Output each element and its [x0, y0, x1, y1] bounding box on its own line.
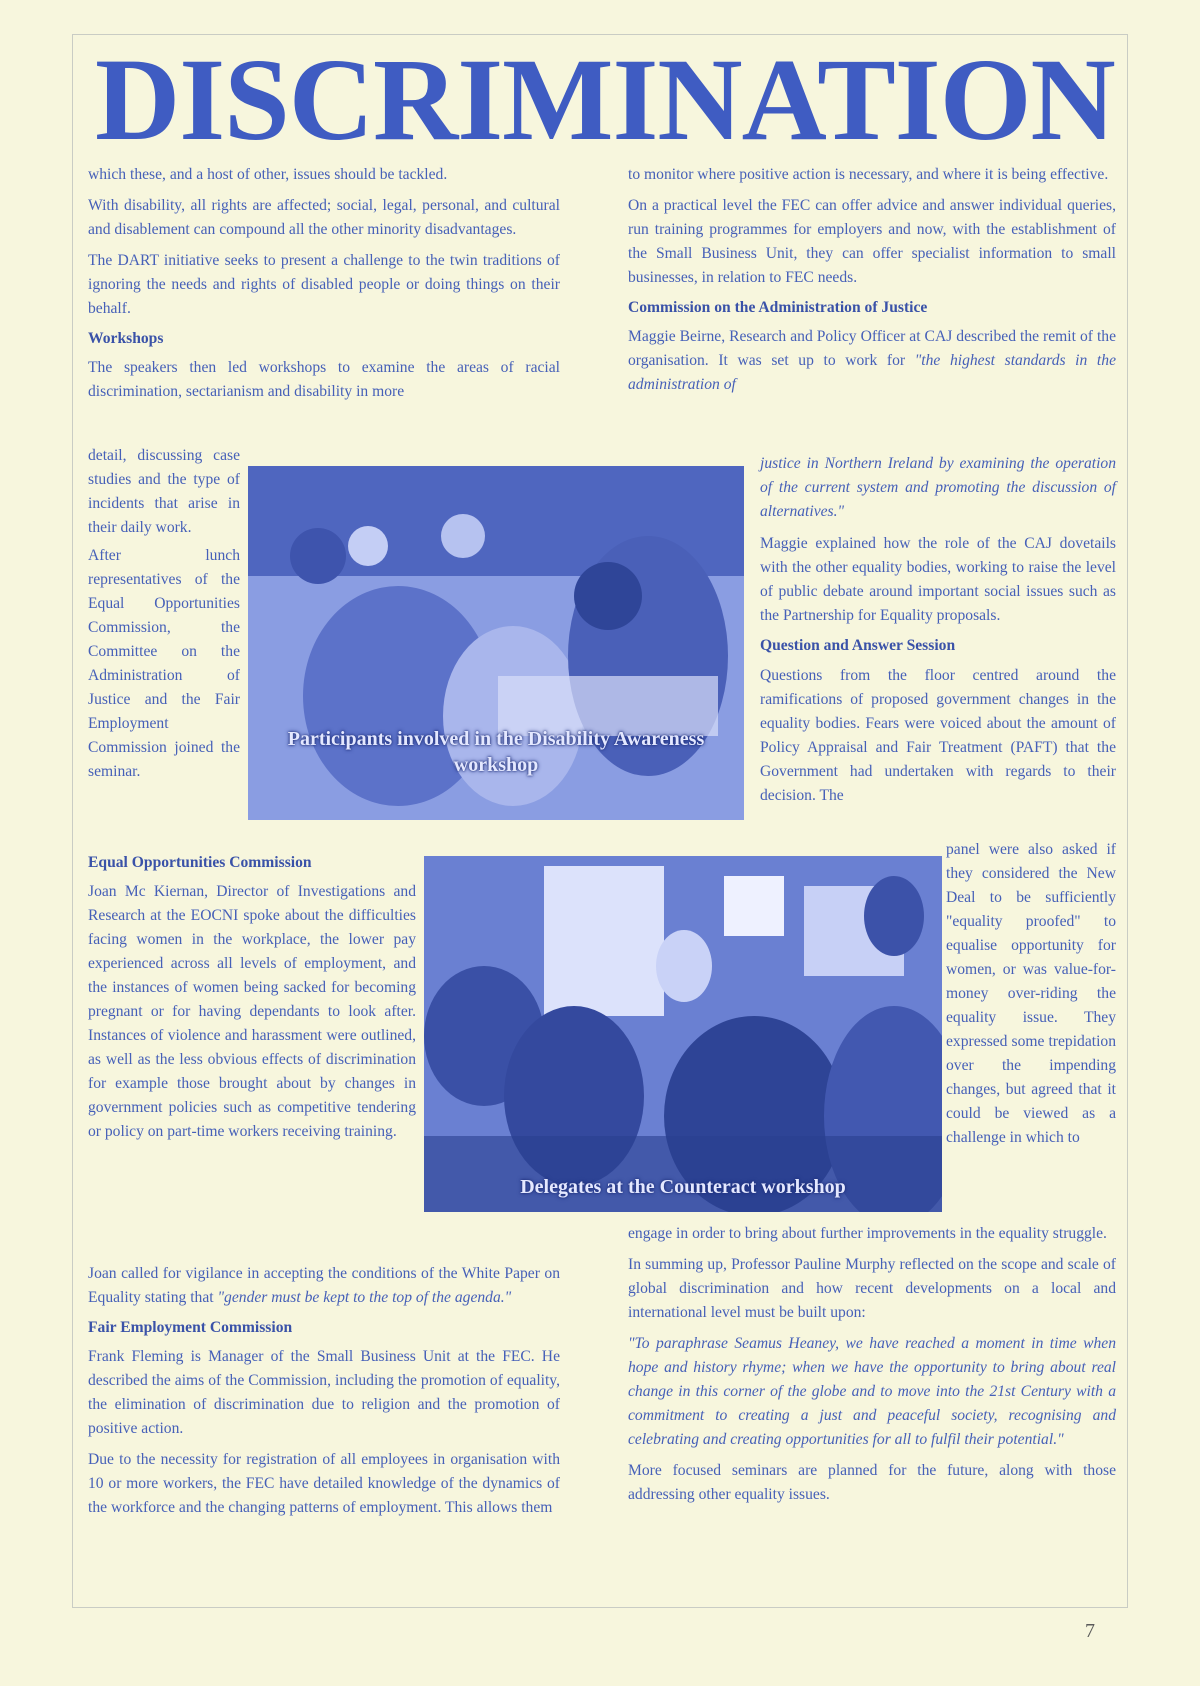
right-column-bottom	[628, 1222, 1116, 1514]
paragraph: After lunch representatives of the Equal Opportunities Commission, the Committee on the Administration of Justice and the Fair Employment Commission joined the seminar.	[88, 547, 240, 780]
quote: "gender must be kept to the top of the agenda."	[217, 1289, 512, 1306]
paragraph: On a practical level the FEC can offer advice and answer individual queries, run training programmes for employers and now, with the establishment of the Small Business Unit, they can offer specialist information to small businesses, in relation to FEC needs.	[628, 197, 1116, 286]
text-span: Joan called for vigilance in accepting the conditions of the White Paper on Equality stating that	[88, 1265, 560, 1306]
section-heading-workshops: Workshops	[88, 330, 164, 347]
right-column-top	[628, 163, 1116, 404]
left-narrow-text	[88, 444, 240, 784]
photo1-caption: Participants involved in the Disability Awareness workshop	[287, 728, 705, 776]
paragraph: The DART initiative seeks to present a challenge to the twin traditions of ignoring the needs and rights of disabled people or doing things on their behalf.	[88, 252, 560, 317]
quote: justice in Northern Ireland by examining the operation of the current system and promoting the discussion of alternatives."	[760, 455, 1116, 520]
eoc-narrow-text	[88, 880, 416, 1144]
paragraph: More focused seminars are planned for the future, along with those addressing other equality issues.	[628, 1462, 1116, 1503]
paragraph	[88, 1262, 560, 1310]
headline: DISCRIMINATION	[95, 34, 1115, 165]
paragraph: In summing up, Professor Pauline Murphy reflected on the scope and scale of global discrimination and how recent developments on a local and international level must be built upon:	[628, 1256, 1116, 1321]
photo-image	[424, 856, 942, 1212]
paragraph: to monitor where positive action is necessary, and where it is being effective.	[628, 166, 1109, 183]
photo-disability-workshop	[248, 466, 744, 820]
photo2-caption: Delegates at the Counteract workshop	[520, 1176, 846, 1198]
section-heading-eoc: Equal Opportunities Commission	[88, 854, 312, 871]
paragraph: engage in order to bring about further improvements in the equality struggle.	[628, 1225, 1107, 1242]
section-heading-qa: Question and Answer Session	[760, 637, 956, 654]
paragraph: Due to the necessity for registration of all employees in organisation with 10 or more workers, the FEC have detailed knowledge of the dynamics of the workforce and the changing patterns of employment. This allows them	[88, 1451, 560, 1516]
paragraph	[628, 325, 1116, 397]
paragraph: With disability, all rights are affected; social, legal, personal, and cultural and disablement can compound all the other minority disadvantages.	[88, 197, 560, 238]
quote: "the highest standards in the administration of	[628, 352, 1116, 393]
section-heading-fec: Fair Employment Commission	[88, 1319, 293, 1336]
paragraph: panel were also asked if they considered the New Deal to be sufficiently "equality proofed" to equalise opportunity for women, or was value-for-money over-riding the equality issue. They expressed some trepidation over the impending changes, but agreed that it could be viewed as a challenge in which to	[946, 841, 1116, 1146]
right-narrow-lower	[946, 838, 1116, 1150]
paragraph: Frank Fleming is Manager of the Small Business Unit at the FEC. He described the aims of the Commission, including the promotion of equality, the elimination of discrimination due to religion and the promotion of positive action.	[88, 1348, 560, 1437]
photo-counteract-workshop	[424, 856, 942, 1212]
page-number: 7	[1085, 1620, 1095, 1642]
quote: "To paraphrase Seamus Heaney, we have reached a moment in time when hope and history rhyme; when we have the opportunity to bring about real change in this corner of the globe and to move into the 21st Century with a commitment to creating a just and peaceful society, recognising and celebrating and creating opportunities for all to fulfil their potential."	[628, 1335, 1116, 1448]
paragraph: detail, discussing case studies and the type of incidents that arise in their daily work.	[88, 447, 240, 536]
paragraph: Joan Mc Kiernan, Director of Investigations and Research at the EOCNI spoke about the difficulties facing women in the workplace, the lower pay experienced across all levels of employment, and the instances of women being sacked for becoming pregnant or for having dependants to look after. Instances of violence and harassment were outlined, as well as the less obvious effects of discrimination for example those brought about by changes in government policies such as competitive tendering or policy on part-time workers receiving training.	[88, 883, 416, 1140]
right-narrow-upper	[760, 452, 1116, 808]
left-column-top	[88, 163, 560, 411]
paragraph: which these, and a host of other, issues should be tackled.	[88, 166, 448, 183]
paragraph: Questions from the floor centred around the ramifications of proposed government changes in the equality bodies. Fears were voiced about the amount of Policy Appraisal and Fair Treatment (PAFT) that the Government had undertaken with regards to their decision. The	[760, 667, 1116, 804]
paragraph: Maggie explained how the role of the CAJ dovetails with the other equality bodies, working to raise the level of public debate around important social issues such as the Partnership for Equality proposals.	[760, 535, 1116, 624]
left-column-bottom	[88, 1262, 560, 1527]
section-heading-caj: Commission on the Administration of Justice	[628, 299, 928, 316]
text-span: Maggie Beirne, Research and Policy Officer at CAJ described the remit of the organisation. It was set up to work for	[628, 328, 1116, 369]
paragraph: The speakers then led workshops to examine the areas of racial discrimination, sectarianism and disability in more	[88, 359, 560, 400]
